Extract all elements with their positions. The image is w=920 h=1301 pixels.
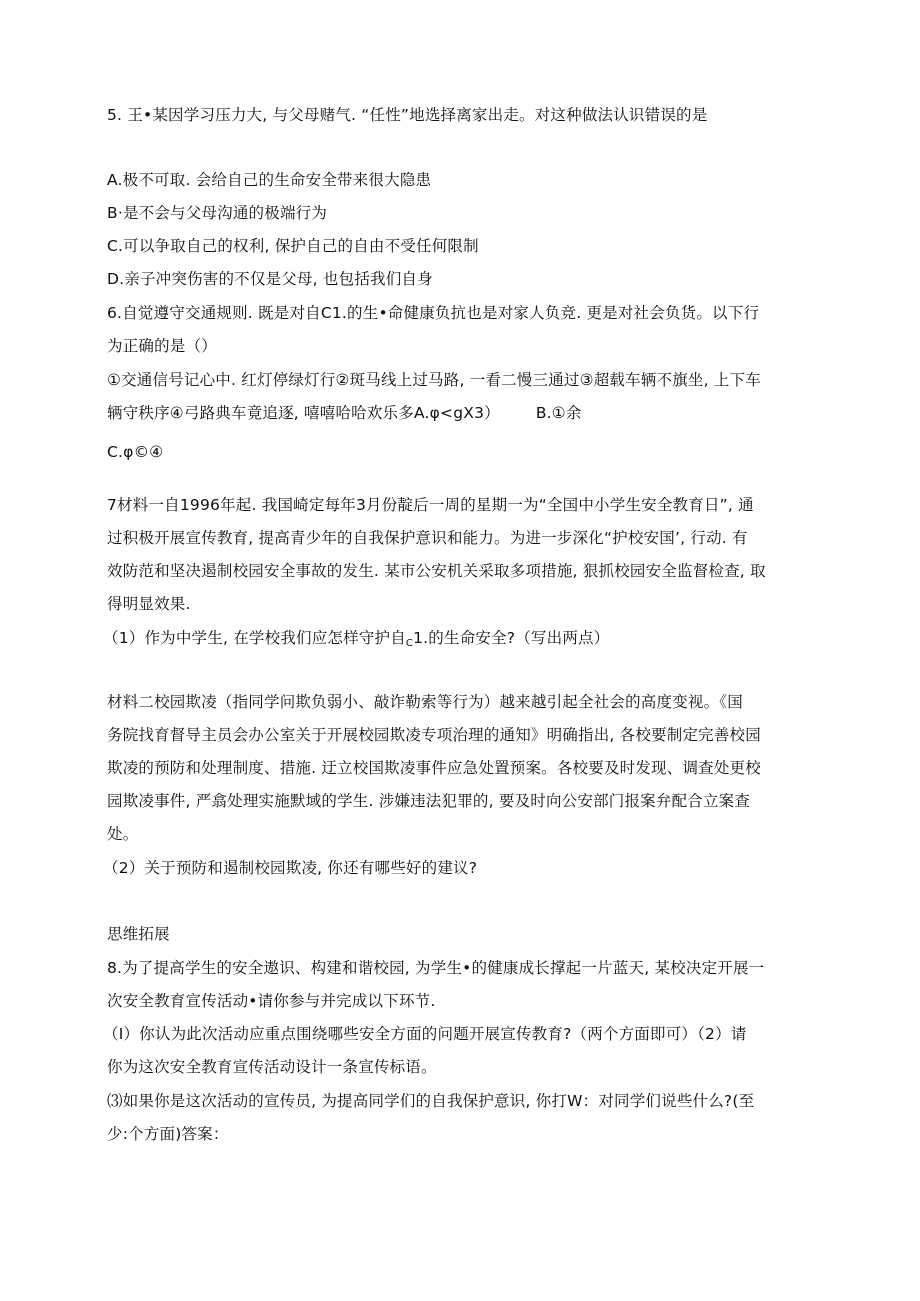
q7-question2: （2）关于预防和遏制校园欺凌, 你还有哪些好的建议?	[103, 859, 478, 877]
q6-option-b: B.①余	[535, 404, 582, 422]
q7-material2-line: 园欺凌事件, 严翕处理实施默域的学生. 涉嫌违法犯罪的, 要及时向公安部门报案弁配合立案查	[107, 792, 751, 810]
q6-items-line2	[107, 402, 827, 424]
q7-material1-line: 得明显效果.	[107, 595, 191, 613]
q7-question1-text-b: 1.的生命安全?（写出两点）	[413, 629, 610, 647]
q8-sub-line: （I）你认为此次活动应重点围绕哪些安全方面的问题开展宣传教育?（两个方面即可）（2）请	[103, 1025, 747, 1043]
q5-option-a: A.极不可取. 会给自己的生命安全带来很大隐患	[107, 171, 432, 189]
section-heading: 思维拓展	[107, 925, 170, 943]
q5-option-d: D.亲子冲突伤害的不仅是父母, 也包括我们自身	[107, 270, 433, 288]
q7-material2-line: 处。	[107, 825, 139, 843]
q6-items-line1: ①交通信号记心中. 红灯停绿灯行②斑马线上过马路, 一看二慢三通过③超载车辆不旗坐, 上下车	[107, 371, 761, 389]
q7-material1-line: 效防范和坚决遏制校园安全事故的发生. 某市公安机关采取多项措施, 狠抓校园安全监督检查, 取	[107, 562, 766, 580]
q7-material2-line: 务院找育督导主员会办公室关于开展校园欺凌专项治理的通知》明确指出, 各校要制定完善校园	[107, 726, 761, 744]
q7-question1-text-a: （1）作为中学生, 在学校我们应怎样守护自	[103, 629, 406, 647]
q8-sub-line: 少:个方面)答案：	[107, 1125, 229, 1143]
q5-option-b: B·是不会与父母沟通的极端行为	[107, 204, 328, 222]
q5-stem: 5. 王•某因学习压力大, 与父母赌气. “任性”地选择离家出走。对这种做法认识错误的是	[107, 106, 708, 124]
q7-material1-line: 7材料一自1996年起. 我国崎定每年3月份靛后一周的星期一为“全国中小学生安全教育日”, 通	[107, 496, 754, 514]
q6-stem-line2: 为正确的是（）	[107, 337, 217, 355]
q5-option-c: C.可以争取自己的权利, 保护自己的自由不受任何限制	[107, 237, 479, 255]
q7-material1-line: 过积极开展宣传教育, 提高青少年的自我保护意识和能力。为进一步深化“护校安国’, 行动. 有	[107, 529, 748, 547]
q6-option-c: C.φ©④	[107, 443, 164, 461]
q7-material2-line: 材料二校园欺凌（指同学问欺负弱小、敲诈勒索等行为）越来越引起全社会的高度变视。《国	[107, 693, 743, 711]
q7-material2-line: 欺凌的预防和处理制度、措施. 迂立校国欺凌事件应急处置预案。各校要及时发现、调查处更校	[107, 759, 761, 777]
q7-question1	[103, 627, 823, 655]
q6-stem-line1: 6.自觉遵守交通规则. 既是对自C1.的生•命健康负抗也是对家人负竞. 更是对社会负货。以下行	[107, 304, 760, 322]
q8-stem-line: 8.为了提高学生的安全遨识、构建和谐校园, 为学生•的健康成长撑起一片蓝天, 某校决定开展一	[107, 959, 765, 977]
q7-question1-subscript: C	[405, 638, 414, 649]
q8-sub-line: 你为这次安全教育宣传活动设计一条宣传标语。	[107, 1058, 437, 1076]
q8-stem-line: 次安全教育宣传活动•请你参与并完成以下环节.	[107, 992, 436, 1010]
q6-items-line2-text: 辆守秩序④弓路典车竟追逐, 嘻嘻哈哈欢乐多A.φ<gX3）	[107, 404, 500, 422]
q8-sub-line: ⑶如果你是这次活动的宣传员, 为提高同学们的自我保护意识, 你打W：对同学们说些什么?(至	[107, 1092, 755, 1110]
